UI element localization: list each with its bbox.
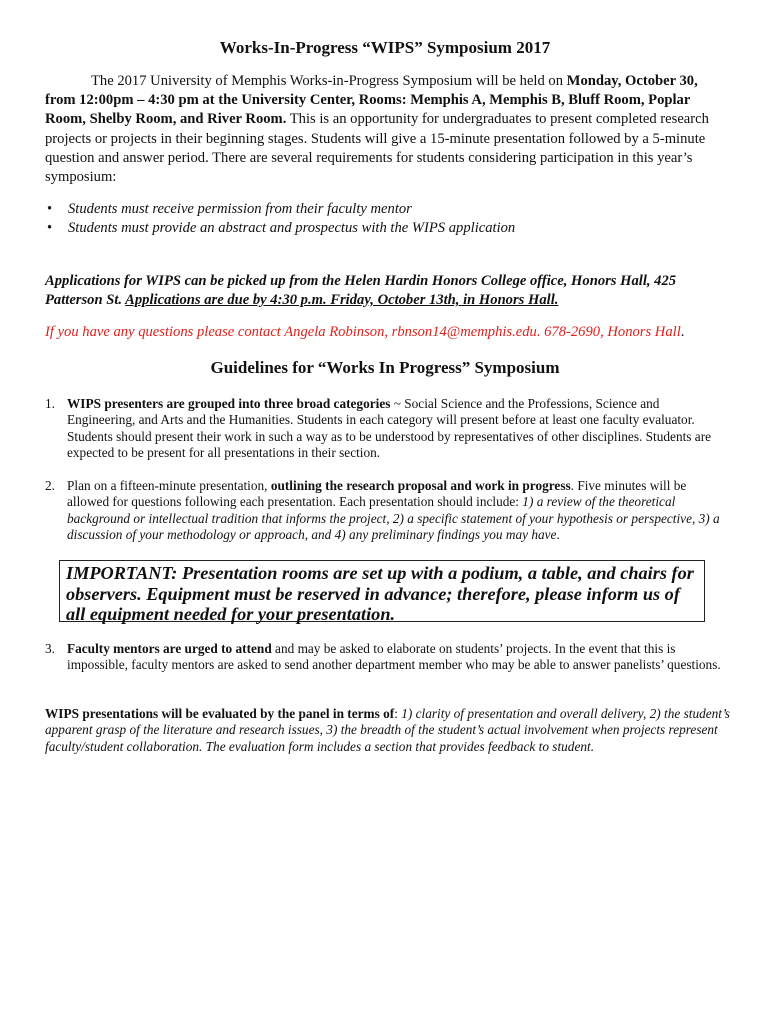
applications-text: Applications for WIPS can be picked up from the Helen Hardin Honors College office, Honors Hall, 425 Patterson St.: [45, 273, 677, 309]
guideline-text: ~ Social Science and the Professions, Science and Engineering, and Arts and the Humanities. Students in each category will present before at least one faculty evaluator. Students should present their work in such a way as to be understood by representatives of other disciplines. Students are expected to be present for all presentations in their section.: [67, 396, 712, 460]
guideline-end: .: [556, 526, 560, 542]
contact-paragraph: [45, 324, 725, 341]
page-title: Works-In-Progress “WIPS” Symposium 2017: [219, 38, 551, 57]
intro-paragraph: [45, 72, 717, 187]
guideline-bold: Faculty mentors are urged to attend: [67, 641, 272, 656]
applications-paragraph: [45, 272, 725, 310]
guidelines-title: Guidelines for “Works In Progress” Symposium: [210, 358, 560, 377]
guideline-mid: . Five minutes will be allowed for questions following each presentation. Each presentation should include:: [67, 478, 687, 510]
guideline-number: 1.: [45, 396, 55, 411]
guideline-number: 3.: [45, 641, 55, 656]
guideline-pre: Plan on a fifteen-minute presentation,: [67, 478, 271, 493]
applications-due: Applications are due by 4:30 p.m. Friday, October 13th, in Honors Hall.: [125, 292, 559, 309]
guideline-number: 2.: [45, 478, 55, 493]
important-notice: IMPORTANT: Presentation rooms are set up with a podium, a table, and chairs for observers. Equipment must be reserved in advance; therefore, please inform us of all equipment needed for your presentation.: [59, 560, 705, 622]
intro-lead: The 2017 University of Memphis Works-in-Progress Symposium will be held on: [91, 73, 567, 89]
guideline-item: [45, 396, 725, 461]
evaluation-criteria: 1) clarity of presentation and overall delivery, 2) the student’s apparent grasp of the literature and research issues, 3) the breadth of the student’s actual involvement when projects represent faculty/student collaboration. The evaluation form includes a section that provides feedback to student.: [45, 706, 730, 754]
intro-rest: This is an opportunity for undergraduates to present completed research projects or projects in their beginning stages. Students will give a 15-minute presentation followed by a 5-minute question and answer period. There are several requirements for students considering participation in this year’s symposium:: [45, 111, 709, 186]
contact-text: If you have any questions please contact Angela Robinson, rbnson14@memphis.edu. 678-2690, Honors Hall: [45, 324, 681, 340]
guideline-bold: outlining the research proposal and work in progress: [270, 478, 571, 493]
requirement-item: • Students must receive permission from their faculty mentor: [45, 200, 515, 219]
guideline-text: and may be asked to elaborate on students’ projects. In the event that this is impossible, faculty mentors are asked to send another department member who may be able to answer panelists’ questions.: [67, 641, 721, 673]
guideline-bold: WIPS presenters are grouped into three broad categories: [67, 396, 391, 411]
evaluation-bold: WIPS presentations will be evaluated by the panel in terms of: [45, 706, 395, 721]
requirement-item: • Students must provide an abstract and prospectus with the WIPS application: [45, 219, 515, 238]
guideline-italic: 1) a review of the theoretical background or intellectual tradition that informs the project, 2) a specific statement of your hypothesis or perspective, 3) a discussion of your methodology or approach, and 4) any preliminary findings you may have: [67, 494, 720, 542]
evaluation-paragraph: [45, 706, 735, 755]
guideline-item: [45, 478, 725, 543]
evaluation-colon: :: [394, 706, 402, 721]
contact-end: .: [680, 324, 685, 340]
requirements-list: [45, 200, 515, 238]
guideline-item: [45, 641, 725, 674]
intro-event-details: Monday, October 30, from 12:00pm – 4:30 pm at the University Center, Rooms: Memphis A, Memphis B, Bluff Room, Poplar Room, Shelby Room, and River Room.: [45, 73, 698, 128]
